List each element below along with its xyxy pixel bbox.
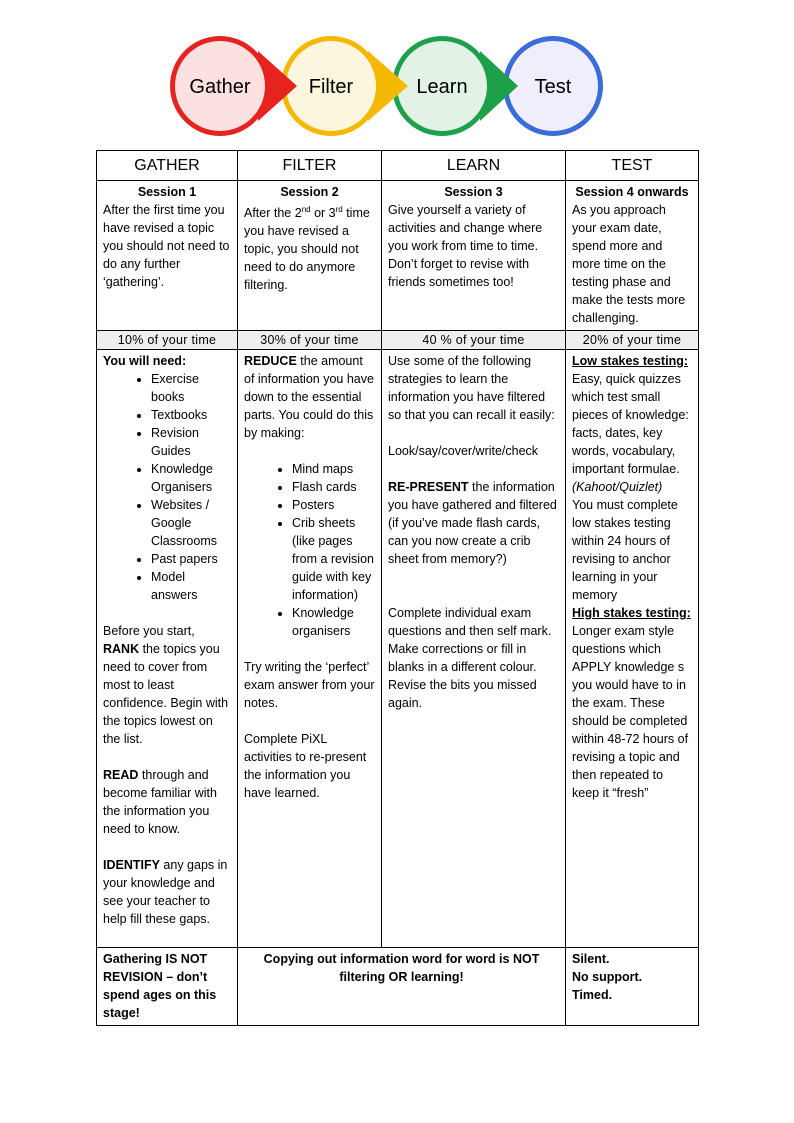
low-stakes-text: Easy, quick quizzes which test small pieces of knowledge: facts, dates, key words, vocabulary, important formulae. [572,372,689,476]
list-item: • Posters [292,496,375,514]
learn-strategy-cell [382,350,566,948]
session-1-title: Session 1 [137,185,197,199]
rank-paragraph [103,622,231,748]
session-1-text: After the first time you have revised a topic you should not need to do any further ‘gathering’. [103,203,230,289]
time-share-row [97,331,699,350]
test-conditions [566,948,699,1026]
filter-step-label: Filter [308,76,354,98]
list-item: • Websites / Google Classrooms [151,496,231,550]
list-item: • Exercise books [151,370,231,406]
high-stakes-title: High stakes testing: [572,606,691,620]
low-stakes-title: Low stakes testing: [572,354,688,368]
test-time-share: 20% of your time [566,331,699,350]
session-4-title: Session 4 onwards [575,185,689,199]
header-filter: FILTER [238,151,382,181]
warning-row [97,948,699,1026]
header-row [97,151,699,181]
session-2-title: Session 2 [280,185,339,199]
low-stakes-examples: (Kahoot/Quizlet) [572,480,663,494]
session-1-cell [97,181,238,331]
session-2-sup-b: rd [335,205,343,214]
low-stakes-text-2: You must complete low stakes testing within 24 hours of revising to anchor learning in your memory [572,498,678,602]
session-4-text: As you approach your exam date, spend more and more time on the testing phase and make the tests more challenging. [572,203,686,325]
revision-cycle-diagram [0,0,794,145]
reduce-keyword: REDUCE [244,354,297,368]
reduce-paragraph [244,352,375,442]
header-gather: GATHER [97,151,238,181]
learn-step-label: Learn [416,76,468,98]
test-condition-timed: Timed. [572,988,613,1002]
header-test: TEST [566,151,699,181]
filter-strategy-cell [238,350,382,948]
read-keyword: READ [103,768,139,782]
filter-methods-list [244,460,375,640]
test-condition-silent: Silent. [572,952,610,966]
gather-step [170,36,297,136]
learn-intro: Use some of the following strategies to learn the information you have filtered so that you can recall it easily: [388,354,555,422]
rank-text: the topics you need to cover from most to least confidence. Begin with the topics lowest on the list. [103,642,229,746]
represent-text: the information you have gathered and filtered (if you’ve made flash cards, can you now create a crib sheet from memory?) [388,480,557,566]
list-item: • Knowledge Organisers [151,460,231,496]
list-item: • Past papers [151,550,231,568]
pixl-paragraph: Complete PiXL activities to re-present the information you have learned. [244,732,367,800]
learn-method: Look/say/cover/write/check [388,444,539,458]
filter-time-share: 30% of your time [238,331,382,350]
session-2-sup-a: nd [301,205,311,214]
gather-strategy-cell [97,350,238,948]
list-item: • Knowledge organisers [292,604,375,640]
header-learn: LEARN [382,151,566,181]
test-condition-support: No support. [572,970,643,984]
exam-questions-paragraph: Complete individual exam questions and then self mark. Make corrections or fill in blanks in a different colour. Revise the bits you missed again. [388,606,552,710]
perfect-answer-paragraph: Try writing the ‘perfect’ exam answer from your notes. [244,660,375,710]
learn-time-share: 40 % of your time [382,331,566,350]
rank-pre: Before you start, [103,624,195,638]
need-label: You will need: [103,354,187,368]
gather-warning: Gathering IS NOT REVISION – don’t spend ages on this stage! [97,948,238,1026]
list-item: • Flash cards [292,478,375,496]
identify-text: any gaps in your knowledge and see your teacher to help fill these gaps. [103,858,228,926]
session-4-cell [566,181,699,331]
represent-paragraph [388,478,559,568]
session-2-cell [238,181,382,331]
read-text: through and become familiar with the information you need to know. [103,768,217,836]
list-item: • Model answers [151,568,231,604]
test-step-label: Test [534,76,572,98]
strategy-row [97,350,699,948]
list-item: • Crib sheets (like pages from a revision guide with key information) [292,514,375,604]
list-item: • Revision Guides [151,424,231,460]
session-2-text-b: or 3 [310,206,336,221]
identify-keyword: IDENTIFY [103,858,160,872]
list-item: • Textbooks [151,406,231,424]
revision-plan-table [96,150,699,1026]
rank-keyword: RANK [103,642,140,656]
identify-paragraph [103,856,231,928]
session-2-text-a: After the 2 [244,206,302,221]
session-3-text: Give yourself a variety of activities and change where you work from time to time. Don’t forget to revise with friends sometimes too! [388,203,543,289]
gather-resources-list [103,370,231,604]
reduce-text: the amount of information you have down to the essential parts. You could do this by making: [244,354,374,440]
high-stakes-text: Longer exam style questions which APPLY knowledge s you would have to in the exam. These should be completed within 48-72 hours of revising a topic and then repeated to keep it “fresh” [572,624,689,800]
read-paragraph [103,766,231,838]
represent-keyword: RE-PRESENT [388,480,469,494]
session-row [97,181,699,331]
gather-step-label: Gather [189,76,251,98]
session-3-cell [382,181,566,331]
learn-step [392,36,518,136]
session-2-text-c: time you have revised a topic, you should not need to do anymore filtering. [244,206,370,293]
test-strategy-cell [566,350,699,948]
session-3-title: Session 3 [444,185,503,199]
filter-step [281,36,408,136]
gather-time-share: 10% of your time [97,331,238,350]
list-item: • Mind maps [292,460,375,478]
copying-warning: Copying out information word for word is NOT filtering OR learning! [238,948,566,1026]
